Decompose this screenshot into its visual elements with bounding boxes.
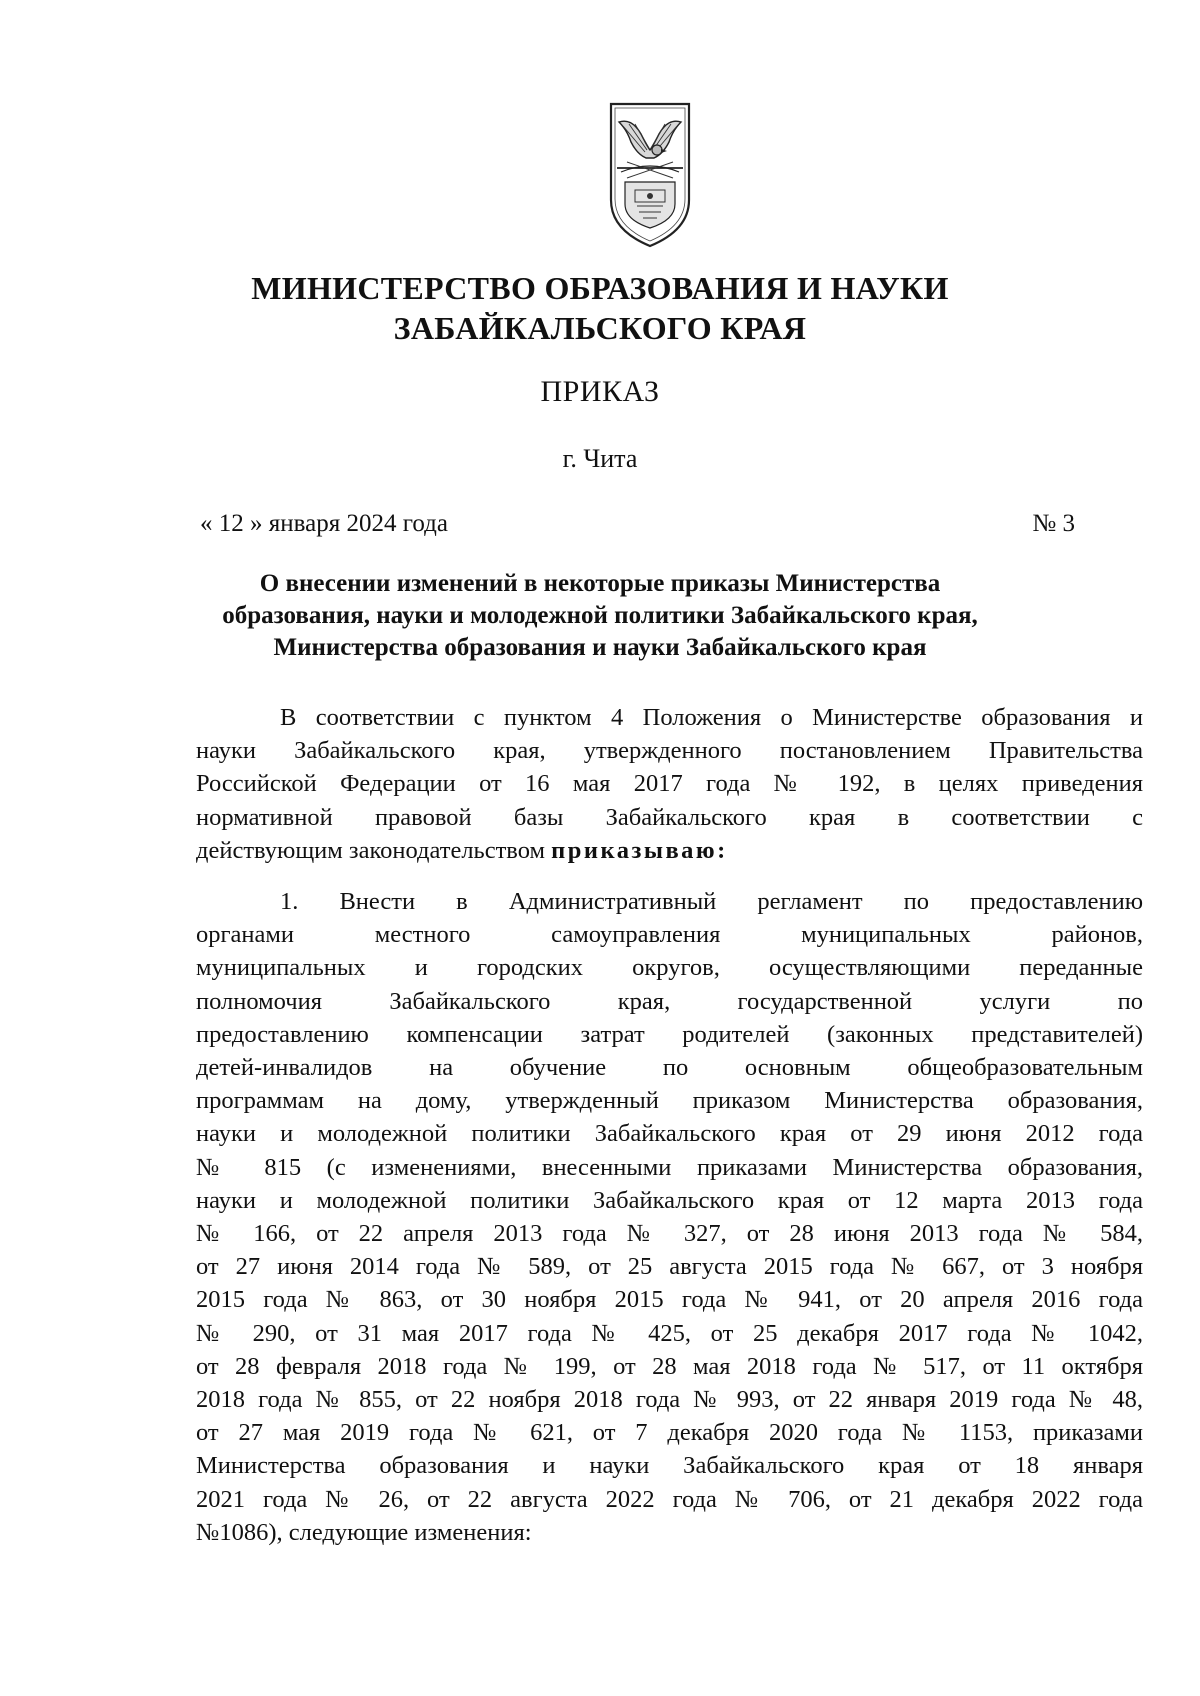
- order-word: приказываю:: [551, 836, 728, 864]
- document-date: « 12 » января 2024 года: [200, 510, 448, 537]
- document-city: г. Чита: [562, 444, 638, 473]
- item-1-line: Министерства образования и науки Забайкальского края от 18 января: [196, 1452, 1143, 1480]
- item-1-line: 2021 года № 26, от 22 августа 2022 года № 706, от 21 декабря 2022 года: [196, 1485, 1143, 1513]
- item-1-last-line: №1086), следующие изменения:: [196, 1518, 532, 1546]
- organization-title: [0, 268, 1200, 348]
- organization-title-line-2: ЗАБАЙКАЛЬСКОГО КРАЯ: [393, 310, 807, 346]
- item-1-line: № 290, от 31 мая 2017 года № 425, от 25 декабря 2017 года № 1042,: [196, 1319, 1143, 1347]
- document-subject: [0, 568, 1200, 664]
- item-1-line: полномочия Забайкальского края, государственной услуги по: [196, 987, 1143, 1015]
- item-1-line: органами местного самоуправления муниципальных районов,: [196, 921, 1143, 949]
- coat-of-arms-icon: [607, 100, 693, 250]
- item-1-line: детей-инвалидов на обучение по основным общеобразовательным: [196, 1054, 1143, 1082]
- subject-line-1: О внесении изменений в некоторые приказы Министерства: [259, 570, 941, 597]
- item-1-line: 2015 года № 863, от 30 ноября 2015 года № 941, от 20 апреля 2016 года: [196, 1286, 1143, 1314]
- preamble-last-line: [196, 834, 1143, 867]
- document-type: ПРИКАЗ: [540, 375, 660, 408]
- emblem: [607, 100, 693, 250]
- preamble-line: нормативной правовой базы Забайкальского края в соответствии с: [196, 803, 1143, 831]
- preamble-line: науки Забайкальского края, утвержденного постановлением Правительства: [196, 737, 1143, 765]
- item-1-line: от 27 июня 2014 года № 589, от 25 августа 2015 года № 667, от 3 ноября: [196, 1253, 1143, 1281]
- item-1-line: № 815 (с изменениями, внесенными приказами Министерства образования,: [196, 1153, 1143, 1181]
- preamble-paragraph: [196, 701, 1143, 867]
- item-1-line: № 166, от 22 апреля 2013 года № 327, от 28 июня 2013 года № 584,: [196, 1220, 1143, 1248]
- item-1-line: от 27 мая 2019 года № 621, от 7 декабря 2020 года № 1153, приказами: [196, 1419, 1143, 1447]
- preamble-last-line-text: действующим законодательством: [196, 836, 552, 864]
- item-1-line: предоставлению компенсации затрат родителей (законных представителей): [196, 1020, 1143, 1048]
- item-1-line: 1. Внести в Административный регламент по предоставлению: [280, 888, 1143, 915]
- organization-title-line-1: МИНИСТЕРСТВО ОБРАЗОВАНИЯ И НАУКИ: [251, 270, 949, 306]
- document-number: № 3: [1032, 510, 1075, 537]
- item-1-line: от 28 февраля 2018 года № 199, от 28 мая 2018 года № 517, от 11 октября: [196, 1352, 1143, 1380]
- subject-line-2: образования, науки и молодежной политики Забайкальского края,: [222, 602, 978, 629]
- item-1-line: науки и молодежной политики Забайкальского края от 29 июня 2012 года: [196, 1120, 1143, 1148]
- preamble-line: Российской Федерации от 16 мая 2017 года № 192, в целях приведения: [196, 770, 1143, 798]
- preamble-line: В соответствии с пунктом 4 Положения о Министерстве образования и: [280, 704, 1143, 731]
- item-1-line: 2018 года № 855, от 22 ноября 2018 года № 993, от 22 января 2019 года № 48,: [196, 1386, 1143, 1414]
- item-1-line: муниципальных и городских округов, осуществляющими переданные: [196, 954, 1143, 982]
- item-1-paragraph: [196, 885, 1143, 1549]
- item-1-line: программам на дому, утвержденный приказом Министерства образования,: [196, 1087, 1143, 1115]
- item-1-line: науки и молодежной политики Забайкальского края от 12 марта 2013 года: [196, 1186, 1143, 1214]
- subject-line-3: Министерства образования и науки Забайкальского края: [273, 634, 927, 661]
